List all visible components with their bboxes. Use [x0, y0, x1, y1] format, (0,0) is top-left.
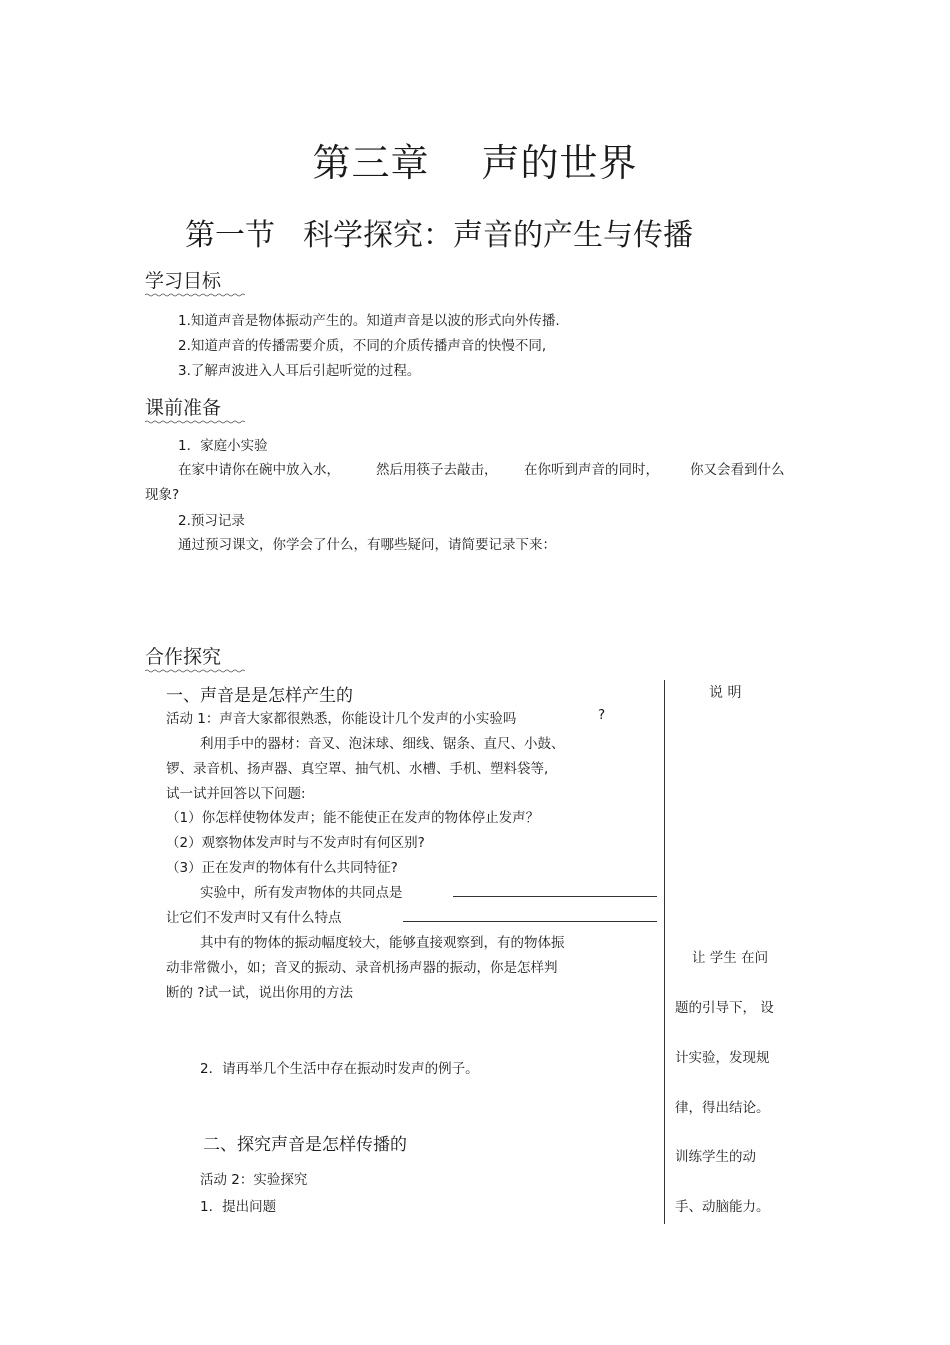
side-note-line-6: 手、动脑能力。 [675, 1199, 770, 1215]
section-title [185, 210, 693, 254]
fill-common-point-blank[interactable] [453, 896, 657, 897]
section-name: 科学探究：声音的产生与传播 [303, 218, 693, 253]
paragraph-line-1: 其中有的物体的振动幅度较大，能够直接观察到，有的物体振 [200, 935, 565, 951]
question-2: （2）观察物体发声时与不发声时有何区别? [166, 835, 425, 851]
prep-heading-text: 课前准备 [145, 397, 222, 419]
question-1: （1）你怎样使物体发声；能不能使正在发声的物体停止发声？ [166, 810, 540, 826]
activity2-title: 活动 2：实验探究 [200, 1172, 308, 1188]
prep-heading [145, 393, 221, 420]
activity1-materials-2: 锣、录音机、扬声器、真空罩、抽气机、水槽、手机、塑料袋等, [166, 761, 549, 777]
prep-item2-title: 2.预习记录 [178, 513, 245, 529]
wavy-underline [145, 669, 245, 673]
goals-heading-text: 学习目标 [145, 270, 222, 292]
paragraph-line-3: 断的 ?试一试，说出你用的方法 [166, 985, 353, 1001]
prep-item1-body-e: 现象? [145, 487, 180, 503]
side-note-line-2: 题的引导下， 设 [675, 1000, 774, 1016]
part1-title: 一、声音是是怎样产生的 [166, 686, 353, 706]
activity2-step-1: 1．提出问题 [200, 1199, 277, 1215]
prep-item1-title: 1．家庭小实验 [178, 438, 268, 454]
side-title: 说 明 [709, 685, 742, 701]
prep-item1-body-c: 在你听到声音的同时， [524, 462, 659, 478]
paragraph-line-2: 动非常微小，如；音叉的振动、录音机扬声器的振动，你是怎样判 [166, 960, 558, 976]
prep-item2-body: 通过预习课文，你学会了什么，有哪些疑问，请简要记录下来： [178, 537, 556, 553]
chapter-name: 声的世界 [481, 141, 638, 185]
wavy-underline [145, 293, 245, 297]
fill-common-point-label: 实验中，所有发声物体的共同点是 [200, 885, 403, 901]
question-3: （3）正在发声的物体有什么共同特征? [166, 860, 398, 876]
side-note-line-1: 让 学生 在问 [692, 950, 769, 966]
column-divider [664, 680, 665, 1224]
fill-silent-feature-label: 让它们不发声时又有什么特点 [166, 910, 342, 926]
goal-item-3: 3.了解声波进入人耳后引起听觉的过程。 [178, 363, 421, 379]
activity1-materials-1: 利用手中的器材：音叉、泡沫球、细线、锯条、直尺、小鼓、 [200, 736, 565, 752]
example-question: 2．请再举几个生活中存在振动时发声的例子。 [200, 1061, 479, 1077]
chapter-number: 第三章 [312, 141, 430, 185]
section-number: 第一节 [185, 218, 275, 253]
prep-item1-body-b: 然后用筷子去敲击， [376, 462, 498, 478]
activity1-intro: 活动 1：声音大家都很熟悉，你能设计几个发声的小实验吗 [166, 711, 517, 727]
chapter-title [0, 132, 950, 187]
fill-silent-feature-blank[interactable] [403, 921, 657, 922]
prep-item1-body-d: 你又会看到什么 [690, 462, 785, 478]
side-note-line-4: 律，得出结论。 [675, 1100, 770, 1116]
coop-heading-text: 合作探究 [145, 646, 222, 668]
side-note-line-3: 计实验，发现规 [675, 1050, 770, 1066]
part2-title: 二、探究声音是怎样传播的 [203, 1135, 407, 1155]
goals-heading [145, 266, 221, 293]
goal-item-1: 1.知道声音是物体振动产生的。知道声音是以波的形式向外传播. [178, 313, 560, 329]
wavy-underline [145, 420, 245, 424]
activity1-question-mark: ? [598, 707, 606, 723]
goal-item-2: 2.知道声音的传播需要介质，不同的介质传播声音的快慢不同, [178, 338, 547, 354]
coop-heading [145, 642, 221, 669]
side-note-line-5: 训练学生的动 [675, 1149, 756, 1165]
prep-item1-body-a: 在家中请你在碗中放入水， [178, 462, 340, 478]
activity1-instruction: 试一试并回答以下问题: [166, 786, 306, 802]
